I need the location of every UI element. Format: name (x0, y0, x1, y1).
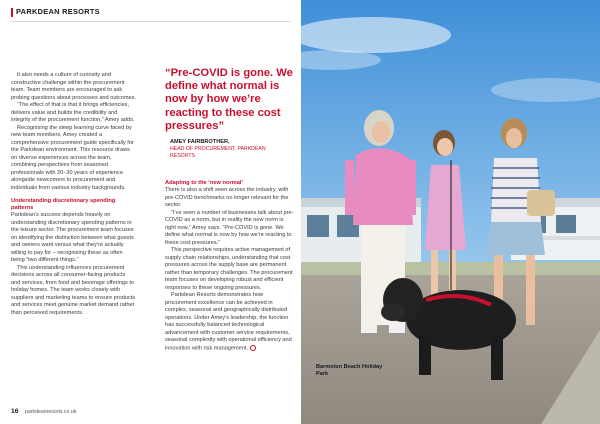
body-paragraph: It also needs a culture of curiosity and constructive challenge within the procurement team. Team members are encouraged to ask probing questions about processes and outcomes. (11, 72, 137, 101)
section-subheading: Understanding discretionary spending patterns (11, 198, 116, 212)
photo-illustration (301, 0, 600, 424)
pull-quote: “Pre-COVID is gone. We define what normal is now by how we’re reacting to these cost pressures” (165, 67, 293, 132)
body-paragraph: “I’ve seen a number of businesses talk about pre-COVID as a norm, but in reality the new norm is right now,” Amey says. “Pre-COVID is gone. We define what normal is now by how we’re reacting to these cost pressures.” (165, 209, 294, 246)
body-paragraph: Recognising the steep learning curve faced by new team members, Amey created a comprehensive procurement guide specifically for the Parkdean environment. This resource draws on diverse experiences across the team, combining perspectives from seasoned professionals with 20–30 years of experience alongside newcomers to procurement and individuals from various industry backgrounds. (11, 124, 134, 191)
end-of-article-icon (250, 345, 256, 351)
body-paragraph: “The effect of that is that it brings efficiencies, delivers value and builds the credibility and integrity of the procurement function,” Amey adds. (11, 102, 135, 123)
body-paragraph (165, 292, 295, 352)
body-paragraph: This perspective requires active management of supply chain relationships, understanding that cost pressures across the supply base are permanent rather than temporary challenges. The procurement team focuses on developing robust and efficient responses to these ongoing pressures. (165, 247, 293, 291)
body-paragraph: Parkdean’s success depends heavily on understanding discretionary spending patterns in the leisure sector. The procurement team focuses on identifying the distinction between what guests and owners want versus what they’re actually willing to pay for – recognising these as often being “two different things.” (11, 212, 134, 264)
header-accent-bar (11, 8, 13, 17)
quote-attribution-role: HEAD OF PROCUREMENT, PARKDEAN RESORTS (170, 146, 266, 159)
photo-caption: Barmston Beach Holiday Park (316, 364, 383, 378)
body-paragraph-text: Parkdean Resorts demonstrates how procurement excellence can be achieved in complex, seasonal and geographically distributed operations. Under Amey’s leadership, the function has successfully balanced technological advancement with customer service requirements, seasonal complexity with operational efficiency and innovation with risk management. (165, 292, 292, 352)
footer-url: parkdeanresorts.co.uk (25, 409, 77, 415)
header-divider (11, 21, 291, 22)
holiday-park-photo (301, 0, 600, 424)
article-column-1 (11, 72, 136, 317)
page-header-title: PARKDEAN RESORTS (16, 7, 100, 16)
quote-attribution-name: AMEY FAIRBROTHER, (170, 139, 230, 145)
section-subheading: Adapting to the ‘new normal’ (165, 180, 244, 186)
body-paragraph: This understanding influences procurement decisions across all consumer-facing products and services, from food and beverage offerings to holiday homes. The team works closely with suppliers and marketing teams to ensure products and services meet genuine market demand rather than perceived requirements. (11, 264, 136, 316)
page-number: 16 (11, 408, 19, 415)
body-paragraph: There is also a shift seen across the industry, with pre-COVID benchmarks no longer relevant for the sector. (165, 187, 289, 209)
article-column-2 (165, 180, 295, 353)
